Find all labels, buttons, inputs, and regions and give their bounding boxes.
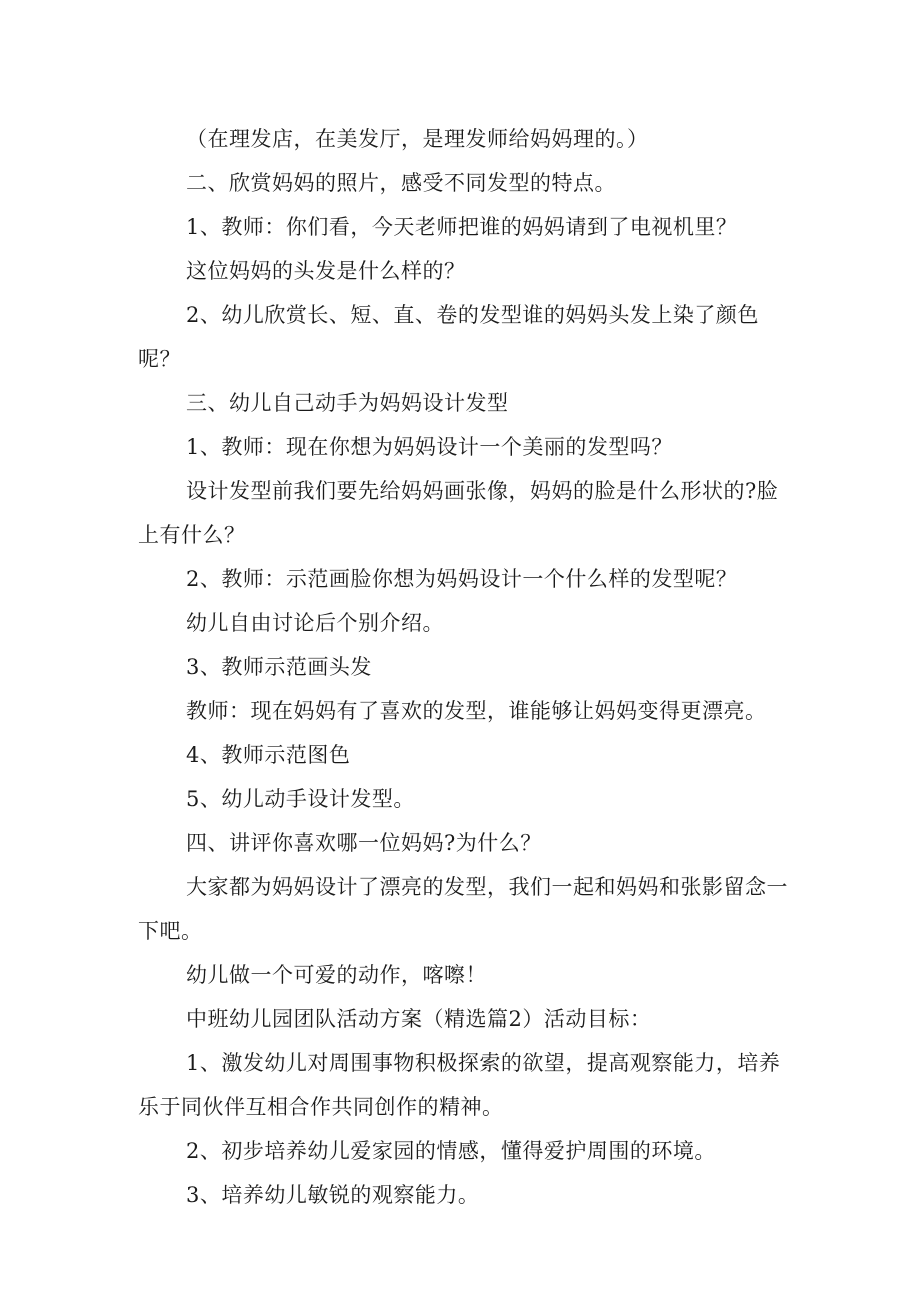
paragraph: 这位妈妈的头发是什么样的？	[186, 259, 466, 283]
paragraph: 中班幼儿园团队活动方案（精选篇2）活动目标：	[186, 1007, 652, 1031]
section-heading: 二、欣赏妈妈的照片，感受不同发型的特点。	[186, 171, 616, 195]
paragraph: 大家都为妈妈设计了漂亮的发型，我们一起和妈妈和张影留念一下吧。	[138, 875, 788, 943]
paragraph: 5、幼儿动手设计发型。	[186, 787, 415, 811]
paragraph: 教师：现在妈妈有了喜欢的发型，谁能够让妈妈变得更漂亮。	[186, 699, 767, 723]
paragraph: 1、教师：现在你想为妈妈设计一个美丽的发型吗？	[186, 435, 673, 459]
paragraph: 设计发型前我们要先给妈妈画张像，妈妈的脸是什么形状的?脸上有什么？	[138, 479, 779, 547]
paragraph: 1、激发幼儿对周围事物积极探索的欲望，提高观察能力，培养乐于同伙伴互相合作共同创作的精神。	[138, 1051, 781, 1119]
section-heading: 三、幼儿自己动手为妈妈设计发型	[186, 391, 509, 415]
paragraph: 1、教师：你们看，今天老师把谁的妈妈请到了电视机里？	[186, 215, 738, 239]
document-body	[138, 117, 788, 1217]
paragraph: 2、初步培养幼儿爱家园的情感，懂得爱护周围的环境。	[186, 1139, 716, 1163]
paragraph: （在理发店，在美发厅，是理发师给妈妈理的。）	[186, 127, 649, 151]
paragraph: 4、教师示范图色	[186, 743, 351, 767]
paragraph: 幼儿自由讨论后个别介绍。	[186, 611, 444, 635]
paragraph: 2、幼儿欣赏长、短、直、卷的发型谁的妈妈头发上染了颜色呢？	[138, 303, 759, 371]
paragraph: 2、教师：示范画脸你想为妈妈设计一个什么样的发型呢？	[186, 567, 738, 591]
section-heading: 四、讲评你喜欢哪一位妈妈?为什么？	[186, 831, 542, 855]
paragraph: 3、培养幼儿敏锐的观察能力。	[186, 1183, 480, 1207]
paragraph: 幼儿做一个可爱的动作，喀嚓！	[186, 963, 487, 987]
paragraph: 3、教师示范画头发	[186, 655, 372, 679]
